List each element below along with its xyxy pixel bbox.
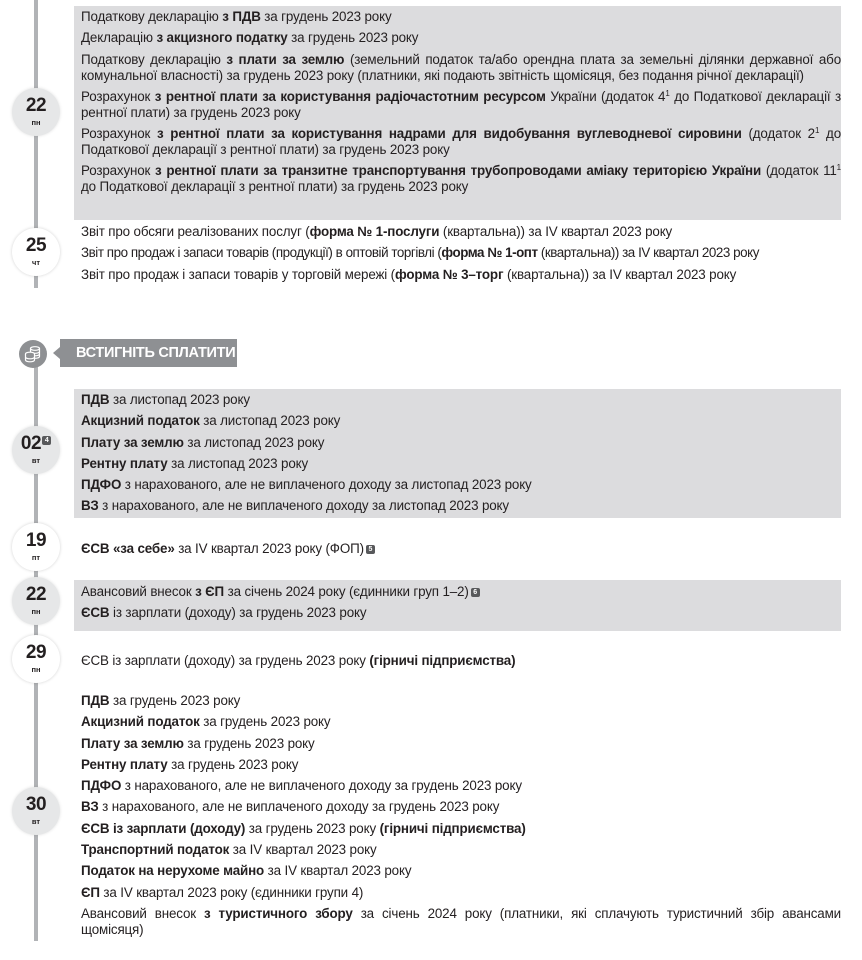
pay-item: Рентну плату за листопад 2023 року xyxy=(81,455,309,471)
pay-item: Авансовий внесок з туристичного збору за січень 2024 року (платники, які сплачують туристичний збір авансами щомісяця) xyxy=(81,905,841,937)
report-item: Розрахунок з рентної плати за користування радіочастотним ресурсом України (додаток $4^1$ до Податкової декларації з рентної плати) за грудень 2023 року xyxy=(81,88,841,120)
report-group-25 xyxy=(74,221,841,287)
date-circle-30 xyxy=(12,787,60,835)
pay-item: ЄСВ із зарплати (доходу) за грудень 2023 року xyxy=(81,605,367,621)
date-circle-22-pay xyxy=(12,577,60,625)
date-weekday: вт xyxy=(31,456,41,465)
pay-item: Акцизний податок за грудень 2023 року xyxy=(81,714,331,730)
report-item: Розрахунок з рентної плати за транзитне транспортування трубопроводами аміаку територією України (додаток $11^1$ до Податкової декларації з рентної плати) за грудень 2023 року xyxy=(81,162,841,194)
pay-group-19 xyxy=(74,538,841,562)
pay-item: ЄСВ із зарплати (доходу) за грудень 2023 року (гірничі підприємства) xyxy=(81,653,516,668)
report-item: Декларацію з акцизного податку за грудень 2023 року xyxy=(81,30,419,46)
pay-item: ПДВ за листопад 2023 року xyxy=(81,392,250,407)
pay-group-29 xyxy=(74,650,841,674)
date-day: 02 4 xyxy=(12,434,60,453)
date-circle-02 xyxy=(12,426,60,474)
date-circle-29 xyxy=(12,635,60,683)
date-day: 29 xyxy=(25,642,47,663)
report-item: Податкову декларацію з ПДВ за грудень 2023 року xyxy=(81,9,392,24)
date-day: 19 xyxy=(25,530,47,551)
pay-item: Транспортний податок за IV квартал 2023 року xyxy=(81,842,377,858)
report-item: Податкову декларацію з плати за землю (земельний податок та/або орендна плата за земельні ділянки державної або комунальної власності) за грудень 2023 року (платники, які подають звітність щомісяця, без подання річної декларації) xyxy=(81,51,841,83)
date-circle-19 xyxy=(12,523,60,571)
date-day: 22 xyxy=(25,95,47,116)
date-circle-25 xyxy=(12,228,60,276)
date-day: 22 xyxy=(25,584,47,605)
report-item: Розрахунок з рентної плати за користування надрами для видобування вуглеводневої сировини (додаток $2^1$ до Податкової декларації з рентної плати) за грудень 2023 року xyxy=(81,125,842,157)
pay-item: Плату за землю за листопад 2023 року xyxy=(81,434,325,450)
date-weekday: вт xyxy=(31,817,41,826)
footnote-badge: 5 xyxy=(366,545,375,554)
date-circle-22 xyxy=(12,88,60,136)
date-weekday: пн xyxy=(31,607,41,616)
footnote-badge: 4 xyxy=(42,436,51,445)
pay-item: ВЗ з нарахованого, але не виплаченого доходу за грудень 2023 року xyxy=(81,799,500,815)
pay-item: Податок на нерухоме майно за IV квартал 2023 року xyxy=(81,863,412,879)
date-day: 25 xyxy=(25,235,47,256)
report-item: Звіт про обсяги реалізованих послуг (форма № 1-послуги (квартальна)) за IV квартал 2023 року xyxy=(81,224,673,239)
pay-item: ЄП за IV квартал 2023 року (єдинники групи 4) xyxy=(81,884,364,900)
section-title: ВСТИГНІТЬ СПЛАТИТИ xyxy=(60,339,237,367)
pay-item: Рентну плату за грудень 2023 року xyxy=(81,756,299,772)
pay-item: ПДФО з нарахованого, але не виплаченого доходу за листопад 2023 року xyxy=(81,477,532,493)
report-item: Звіт про продаж і запаси товарів (продукції) в оптовій торгівлі (форма № 1-опт (квартальна)) за IV квартал 2023 року xyxy=(81,245,759,261)
coins-icon xyxy=(19,340,47,368)
date-weekday: пн xyxy=(31,665,41,674)
pay-group-22 xyxy=(74,580,841,631)
pay-group-02 xyxy=(74,389,841,518)
footnote-badge: 6 xyxy=(471,588,480,597)
pay-item: ПДВ за грудень 2023 року xyxy=(81,693,241,708)
date-weekday: чт xyxy=(31,258,41,267)
pay-item: ПДФО з нарахованого, але не виплаченого доходу за грудень 2023 року xyxy=(81,778,522,794)
pay-item: ВЗ з нарахованого, але не виплаченого доходу за листопад 2023 року xyxy=(81,498,509,514)
report-item: Звіт про продаж і запаси товарів у торговій мережі (форма № 3–торг (квартальна)) за IV квартал 2023 року xyxy=(81,266,737,282)
date-day: 30 xyxy=(25,794,47,815)
report-group-22 xyxy=(74,6,841,220)
pay-item: Авансовий внесок з ЄП за січень 2024 року (єдинники груп 1–2) 6 xyxy=(81,584,841,600)
pay-item: ЄСВ «за себе» за IV квартал 2023 року (ФОП) 5 xyxy=(81,541,841,557)
pay-item: Акцизний податок за листопад 2023 року xyxy=(81,413,341,429)
date-weekday: пт xyxy=(31,553,41,562)
pay-item: ЄСВ із зарплати (доходу) за грудень 2023 року (гірничі підприємства) xyxy=(81,820,526,836)
section-pointer xyxy=(53,347,60,359)
pay-item: Плату за землю за грудень 2023 року xyxy=(81,735,315,751)
pay-group-30 xyxy=(74,690,841,940)
date-weekday: пн xyxy=(31,118,41,127)
